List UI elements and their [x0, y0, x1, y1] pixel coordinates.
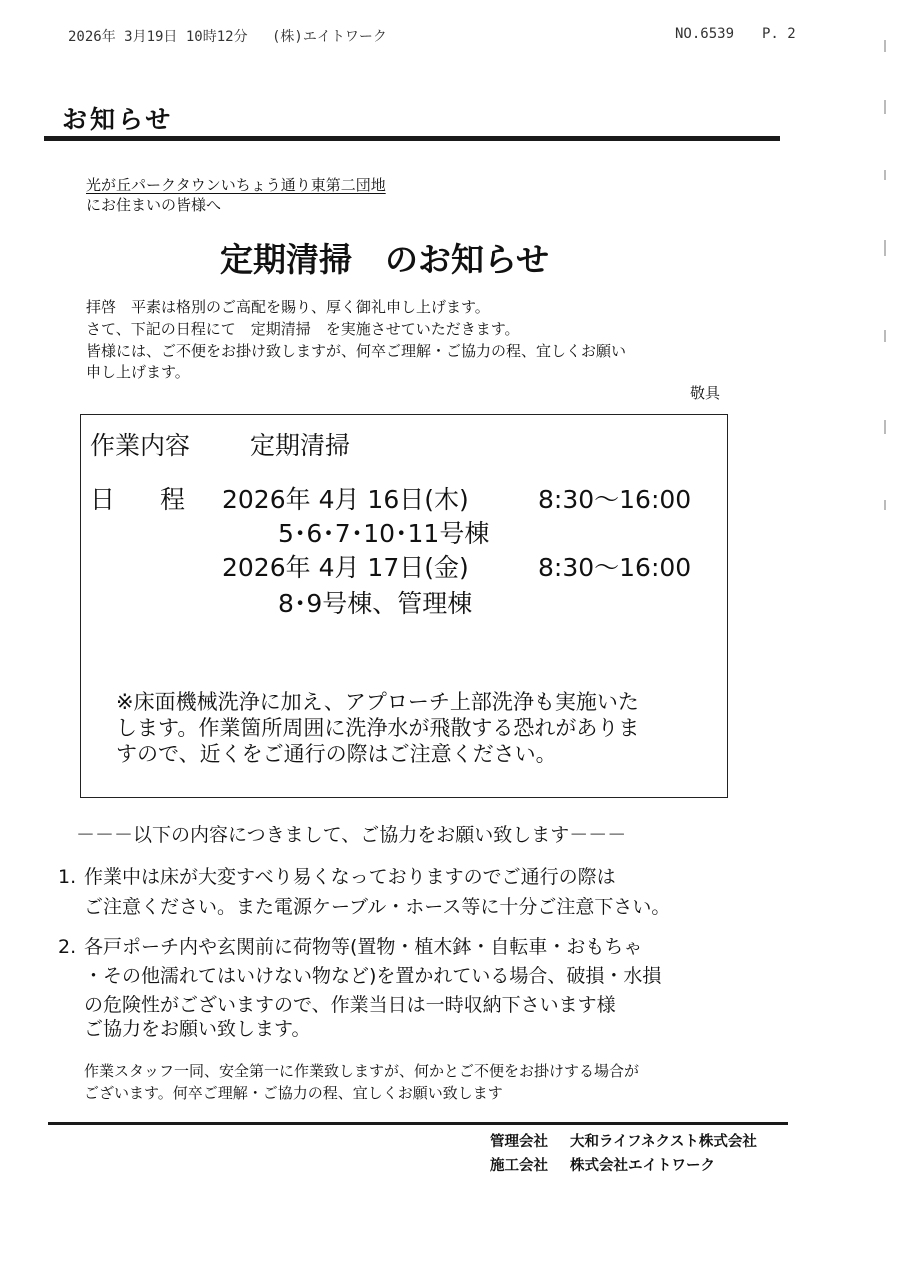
company-role: 施工会社	[490, 1158, 548, 1174]
staff-note-line: 作業スタッフ一同、安全第一に作業致しますが、何かとご不便をお掛けする場合が	[84, 1062, 640, 1080]
addressee-line2: にお住まいの皆様へ	[86, 196, 222, 214]
footer-rule	[48, 1122, 788, 1125]
request-number: 1.	[58, 866, 77, 888]
request-line: の危険性がございますので、作業当日は一時収納下さいます様	[84, 994, 616, 1016]
request-line: ご注意ください。また電源ケーブル・ホース等に十分ご注意下さい。	[84, 896, 671, 918]
scan-speck	[884, 170, 886, 180]
request-number: 2.	[58, 936, 77, 958]
schedule-buildings: 5･6･7･10･11号棟	[278, 519, 490, 548]
schedule-date: 2026年 4月 16日(木)	[222, 485, 469, 514]
closing-word: 敬具	[690, 384, 721, 402]
work-note-line: ※床面機械洗浄に加え、アプローチ上部洗浄も実施いた	[116, 690, 639, 714]
scan-speck	[884, 420, 886, 434]
request-line: 作業中は床が大変すべり易くなっておりますのでご通行の際は	[84, 866, 616, 888]
greeting-line: 申し上げます。	[86, 363, 190, 381]
fax-sender: (株)エイトワーク	[272, 29, 387, 45]
schedule-time: 8:30～16:00	[538, 553, 692, 582]
work-content-label: 作業内容	[90, 431, 191, 460]
work-note-line: します。作業箇所周囲に洗浄水が飛散する恐れがありま	[116, 716, 640, 740]
greeting-line: さて、下記の日程にて 定期清掃 を実施させていただきます。	[86, 320, 520, 338]
schedule-time: 8:30～16:00	[538, 485, 692, 514]
schedule-label-2: 程	[160, 485, 186, 514]
scan-speck	[884, 100, 886, 114]
company-name: 大和ライフネクスト株式会社	[570, 1134, 757, 1150]
staff-note-line: ございます。何卒ご理解・ご協力の程、宜しくお願い致します	[84, 1084, 503, 1102]
notice-title: 定期清掃 のお知らせ	[220, 240, 550, 279]
fax-datetime: 2026年 3月19日 10時12分	[68, 29, 248, 45]
request-heading: －－－以下の内容につきまして、ご協力をお願い致します－－－	[76, 824, 627, 846]
addressee-line1: 光が丘パークタウンいちょう通り東第二団地	[86, 176, 386, 194]
scan-speck	[884, 240, 886, 256]
schedule-date: 2026年 4月 17日(金)	[222, 553, 469, 582]
work-content-value: 定期清掃	[250, 431, 351, 460]
heading-rule	[44, 136, 780, 141]
notice-heading: お知らせ	[62, 105, 174, 134]
fax-page: P. 2	[762, 26, 796, 42]
scan-speck	[884, 40, 886, 52]
greeting-line: 皆様には、ご不便をお掛け致しますが、何卒ご理解・ご協力の程、宜しくお願い	[86, 342, 627, 360]
work-note-line: すので、近くをご通行の際はご注意ください。	[116, 742, 557, 766]
company-role: 管理会社	[490, 1134, 548, 1150]
greeting-line: 拝啓 平素は格別のご高配を賜り、厚く御礼申し上げます。	[86, 298, 490, 316]
fax-number: NO.6539	[675, 26, 735, 42]
request-line: ・その他濡れてはいけない物など)を置かれている場合、破損・水損	[84, 965, 662, 987]
company-name: 株式会社エイトワーク	[570, 1158, 715, 1174]
schedule-buildings: 8･9号棟、管理棟	[278, 589, 473, 618]
request-line: ご協力をお願い致します。	[84, 1018, 311, 1040]
scan-speck	[884, 500, 886, 510]
schedule-label-1: 日	[90, 485, 116, 514]
request-line: 各戸ポーチ内や玄関前に荷物等(置物・植木鉢・自転車・おもちゃ	[84, 936, 643, 958]
scan-speck	[884, 330, 886, 342]
